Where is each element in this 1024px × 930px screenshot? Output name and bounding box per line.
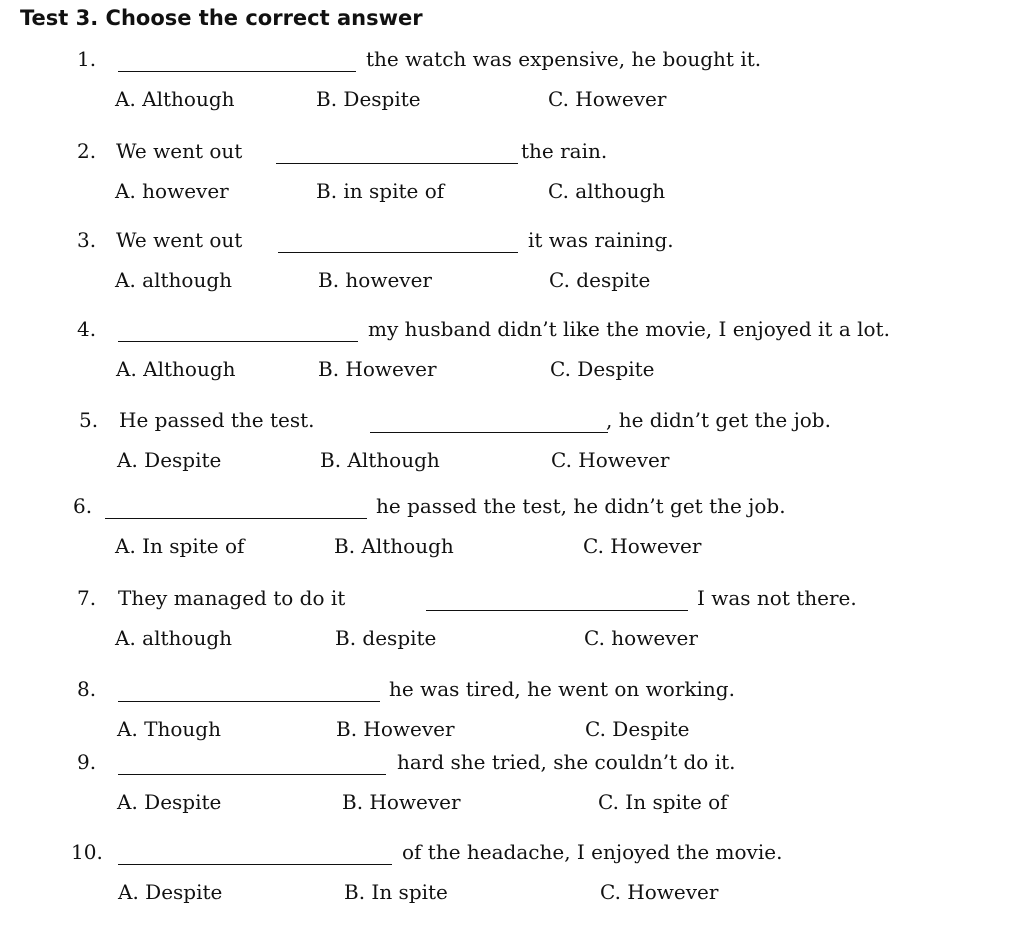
- option-b[interactable]: B. However: [336, 717, 455, 741]
- question-text-after: , he didn’t get the job.: [606, 408, 831, 432]
- question-number: 5.: [79, 408, 99, 432]
- option-c[interactable]: C. despite: [549, 268, 651, 292]
- option-b[interactable]: B. despite: [335, 626, 437, 650]
- option-b[interactable]: B. Although: [334, 534, 454, 558]
- answer-blank[interactable]: [278, 252, 518, 253]
- option-c[interactable]: C. Despite: [585, 717, 690, 741]
- question-number: 9.: [77, 750, 97, 774]
- question-number: 10.: [71, 840, 103, 864]
- option-a[interactable]: A. although: [115, 268, 233, 292]
- option-a[interactable]: A. Though: [117, 717, 221, 741]
- question-9: [0, 750, 1024, 840]
- question-number: 4.: [77, 317, 97, 341]
- question-3: [0, 228, 1024, 318]
- question-text-before: They managed to do it: [118, 586, 346, 610]
- option-a[interactable]: A. Despite: [118, 880, 223, 904]
- question-number: 8.: [77, 677, 97, 701]
- question-10: [0, 840, 1024, 930]
- option-b[interactable]: B. in spite of: [316, 179, 445, 203]
- answer-blank[interactable]: [426, 610, 688, 611]
- option-c[interactable]: C. Despite: [550, 357, 655, 381]
- option-b[interactable]: B. Although: [320, 448, 440, 472]
- question-text-after: he passed the test, he didn’t get the job.: [376, 494, 786, 518]
- option-a[interactable]: A. Although: [116, 357, 236, 381]
- question-text-after: he was tired, he went on working.: [389, 677, 735, 701]
- question-text-after: I was not there.: [697, 586, 857, 610]
- answer-blank[interactable]: [118, 701, 380, 702]
- option-b[interactable]: B. however: [318, 268, 432, 292]
- answer-blank[interactable]: [118, 774, 386, 775]
- question-text-before: We went out: [116, 228, 243, 252]
- option-c[interactable]: C. however: [584, 626, 698, 650]
- question-text-after: the rain.: [521, 139, 608, 163]
- option-c[interactable]: C. However: [551, 448, 670, 472]
- answer-blank[interactable]: [118, 71, 356, 72]
- option-c[interactable]: C. However: [600, 880, 719, 904]
- question-text-before: He passed the test.: [119, 408, 315, 432]
- question-6: [0, 494, 1024, 584]
- option-b[interactable]: B. In spite: [344, 880, 448, 904]
- question-text-before: We went out: [116, 139, 243, 163]
- question-7: [0, 586, 1024, 676]
- question-1: [0, 47, 1024, 137]
- option-a[interactable]: A. Despite: [117, 790, 222, 814]
- question-number: 6.: [73, 494, 93, 518]
- answer-blank[interactable]: [370, 432, 608, 433]
- question-text-after: the watch was expensive, he bought it.: [366, 47, 762, 71]
- question-2: [0, 139, 1024, 229]
- option-b[interactable]: B. Despite: [316, 87, 421, 111]
- question-number: 1.: [77, 47, 97, 71]
- question-number: 7.: [77, 586, 97, 610]
- option-a[interactable]: A. however: [115, 179, 229, 203]
- answer-blank[interactable]: [118, 341, 358, 342]
- question-text-after: hard she tried, she couldn’t do it.: [397, 750, 736, 774]
- question-number: 2.: [77, 139, 97, 163]
- question-4: [0, 317, 1024, 407]
- option-b[interactable]: B. However: [342, 790, 461, 814]
- option-a[interactable]: A. although: [115, 626, 233, 650]
- question-text-after: it was raining.: [528, 228, 674, 252]
- option-a[interactable]: A. Although: [115, 87, 235, 111]
- page-title: Test 3. Choose the correct answer: [20, 6, 423, 30]
- answer-blank[interactable]: [105, 518, 367, 519]
- option-c[interactable]: C. In spite of: [598, 790, 728, 814]
- option-c[interactable]: C. However: [548, 87, 667, 111]
- question-text-after: of the headache, I enjoyed the movie.: [402, 840, 783, 864]
- answer-blank[interactable]: [118, 864, 392, 865]
- question-number: 3.: [77, 228, 97, 252]
- option-b[interactable]: B. However: [318, 357, 437, 381]
- option-c[interactable]: C. However: [583, 534, 702, 558]
- answer-blank[interactable]: [276, 163, 518, 164]
- option-a[interactable]: A. In spite of: [115, 534, 245, 558]
- question-5: [0, 408, 1024, 498]
- option-a[interactable]: A. Despite: [117, 448, 222, 472]
- option-c[interactable]: C. although: [548, 179, 666, 203]
- question-text-after: my husband didn’t like the movie, I enjoyed it a lot.: [368, 317, 890, 341]
